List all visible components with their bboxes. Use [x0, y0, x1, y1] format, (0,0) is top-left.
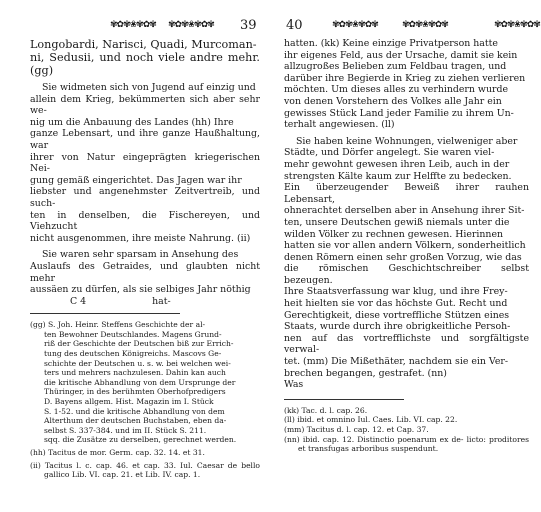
footnote-line: schichte der Deutschen u. s. w. bei welchen wei- [44, 358, 231, 368]
text-line: die römischen Geschichtschreiber selbst bezeugen. [284, 263, 529, 286]
text-line: möchten. Um dieses alles zu verhindern wurde [284, 84, 509, 96]
text-line: Staats, wurde durch ihre obrigkeitliche Persoh- [284, 321, 511, 333]
footnote-line: selbst S. 337-384. und im II. Stück S. 211. [44, 425, 207, 435]
footnote-hh: (hh) Tacitus de mor. Germ. cap. 32. 14. et 31. [30, 448, 205, 457]
page-number: 39 [240, 18, 257, 33]
footnote-line: Alterthum der deutschen Buchstaben, eben da- [44, 416, 227, 426]
footnote-kk: (kk) Tac. d. l. cap. 26. [284, 405, 368, 415]
footnote-ll: (ll) ibid. et omnino Iul. Caes. Lib. VI. cap. 22. [284, 415, 458, 425]
right-page-header [284, 18, 540, 38]
text-line: hatten sie vor allen andern Völkern, sonderheitlich [284, 240, 526, 252]
text-line: ohnerachtet derselben aber in Ansehung ihrer Sit- [284, 205, 525, 217]
left-body-text [30, 38, 260, 307]
text-line: liebster und angenehmster Zeitvertreib, und such- [30, 186, 260, 209]
text-line: gewisses Stück Land jeder Familie zu ihrem Un- [284, 107, 514, 119]
ornament-icon: ✾✿✾❀✾✿✾ [402, 20, 448, 30]
text-line: von denen Vorstehern des Volkes alle Jahr ein [284, 95, 502, 107]
footnote-line: ters und mehrers nachzulesen. Dahin kan auch [44, 368, 226, 378]
text-line: darüber ihre Begierde in Krieg zu ziehen verlieren [284, 72, 526, 84]
text-line: ni, Sedusii, und noch viele andre mehr. (gg) [30, 51, 260, 77]
footnote-nn: (nn) ibid. cap. 12. Distinctio poenarum ex de- licto: proditores et transfugas arboribus suspendunt. [284, 434, 529, 454]
text-line: Ein überzeugender Beweiß ihrer rauhen Lebensart, [284, 182, 529, 205]
left-page-header [30, 18, 260, 38]
text-line: Longobardi, Narisci, Quadi, Murcoman- [30, 38, 257, 51]
text-line: allzugroßes Belieben zum Feldbau tragen, und [284, 61, 507, 73]
footnote-line: die kritische Abhandlung von dem Ursprunge der [44, 377, 236, 387]
ornament-icon: ✾✿✾❀✾✿✾ [168, 20, 214, 30]
left-footnotes [30, 320, 260, 480]
right-body-text [284, 38, 529, 391]
text-line: wilden Völker zu rechnen gewesen. Hierinnen [284, 228, 504, 240]
right-page [272, 0, 541, 512]
text-line: Gerechtigkeit, diese vortreffliche Stützen eines [284, 309, 510, 321]
text-line: nig um die Anbauung des Landes (hh) Ihre [30, 116, 234, 128]
ornament-icon: ✾✿✾❀✾✿✾ [494, 20, 540, 30]
signature-mark: C 4 [70, 295, 87, 307]
text-line: tet. (mm) Die Mißethäter, nachdem sie ein Ver- [284, 356, 509, 368]
footnote-mm: (mm) Tacitus d. l. cap. 12. et Cap. 37. [284, 425, 429, 434]
catchword: Was [284, 379, 304, 391]
text-line: mehr gewohnt gewesen ihren Leib, auch in der [284, 158, 510, 170]
text-line: ten, unsere Deutschen gewiß niemals unter die [284, 216, 510, 228]
text-line: Sie haben keine Wohnungen, vielweniger aber [296, 135, 518, 147]
text-line: ihr eigenes Feld, aus der Ursache, damit sie kein [284, 49, 518, 61]
footnote-line: riß der Geschichte der Deutschen biß zur Errich- [44, 339, 234, 349]
footnote-line: S. 1-52. und die kritische Abhandlung von dem [44, 406, 225, 416]
text-line: strengsten Kälte kaum zur Helffte zu bedecken. [284, 170, 512, 182]
left-page [0, 0, 270, 512]
footnote-line: sqq. die Zusätze zu derselben, gerechnet werden. [44, 435, 237, 445]
text-line: brechen begangen, gestrafet. (nn) [284, 367, 447, 379]
catchword: hat- [152, 295, 171, 307]
text-line: denen Römern einen sehr großen Vorzug, wie das [284, 251, 522, 263]
text-line: gung gemäß eingerichtet. Das Jagen war ihr [30, 174, 242, 186]
ornament-icon: ✾✿✾❀✾✿✾ [332, 20, 378, 30]
text-line: aussäen zu dürfen, als sie selbiges Jahr nöthig [30, 284, 251, 296]
text-line: allein dem Krieg, bekümmerten sich aber sehr we- [30, 93, 260, 117]
footnote-line: ten Bewohner Deutschlandes. Magens Grund- [44, 329, 222, 339]
footnote-line: Thüringer, in des berühmten Oberhofpredigers [44, 387, 226, 397]
footnote-rule [30, 313, 180, 314]
text-line: Sie waren sehr sparsam in Ansehung des [42, 249, 239, 261]
text-line: hatten. (kk) Keine einzige Privatperson hatte [284, 38, 498, 49]
text-line: Städte, und Dörfer angelegt. Sie waren viel- [284, 147, 495, 159]
text-line: Ihre Staatsverfassung war klug, und ihre Frey- [284, 286, 508, 298]
text-line: ihrer von Natur eingeprägten kriegerischen Nei- [30, 151, 260, 175]
text-line: terhalt angewiesen. (ll) [284, 119, 395, 131]
text-line: nen auf das vortrefflichste und sorgfältigste verwal- [284, 332, 529, 356]
footnote-line: (gg) S. Joh. Heinr. Steffens Geschichte der al- [30, 320, 206, 330]
text-line: Sie widmeten sich von Jugend auf einzig und [42, 82, 256, 93]
footnote-line: D. Bayens allgem. Hist. Magazin im I. Stück [44, 397, 214, 407]
page-number: 40 [286, 18, 303, 33]
footnote-line: tung des deutschen Königreichs. Mascovs Ge- [44, 349, 222, 359]
catchword-line [30, 296, 260, 308]
text-line: ganze Lebensart, und ihre ganze Haußhaltung, war [30, 128, 260, 151]
footnote-ii: (ii) Tacitus l. c. cap. 46. et cap. 33. Iul. Caesar de bello gallico Lib. VI. cap. 21. et Lib. IV. cap. 1. [30, 460, 260, 480]
text-line: ten in denselben, die Fischereyen, und Viehzucht [30, 209, 260, 233]
ornament-icon: ✾✿✾❀✾✿✾ [110, 20, 156, 30]
text-line: Auslaufs des Getraides, und glaubten nicht mehr [30, 260, 260, 284]
footnote-rule [284, 399, 404, 400]
right-footnotes [284, 406, 529, 454]
text-line: nicht ausgenommen, ihre meiste Nahrung. (ii) [30, 232, 251, 244]
text-line: heit hielten sie vor das höchste Gut. Recht und [284, 298, 508, 310]
